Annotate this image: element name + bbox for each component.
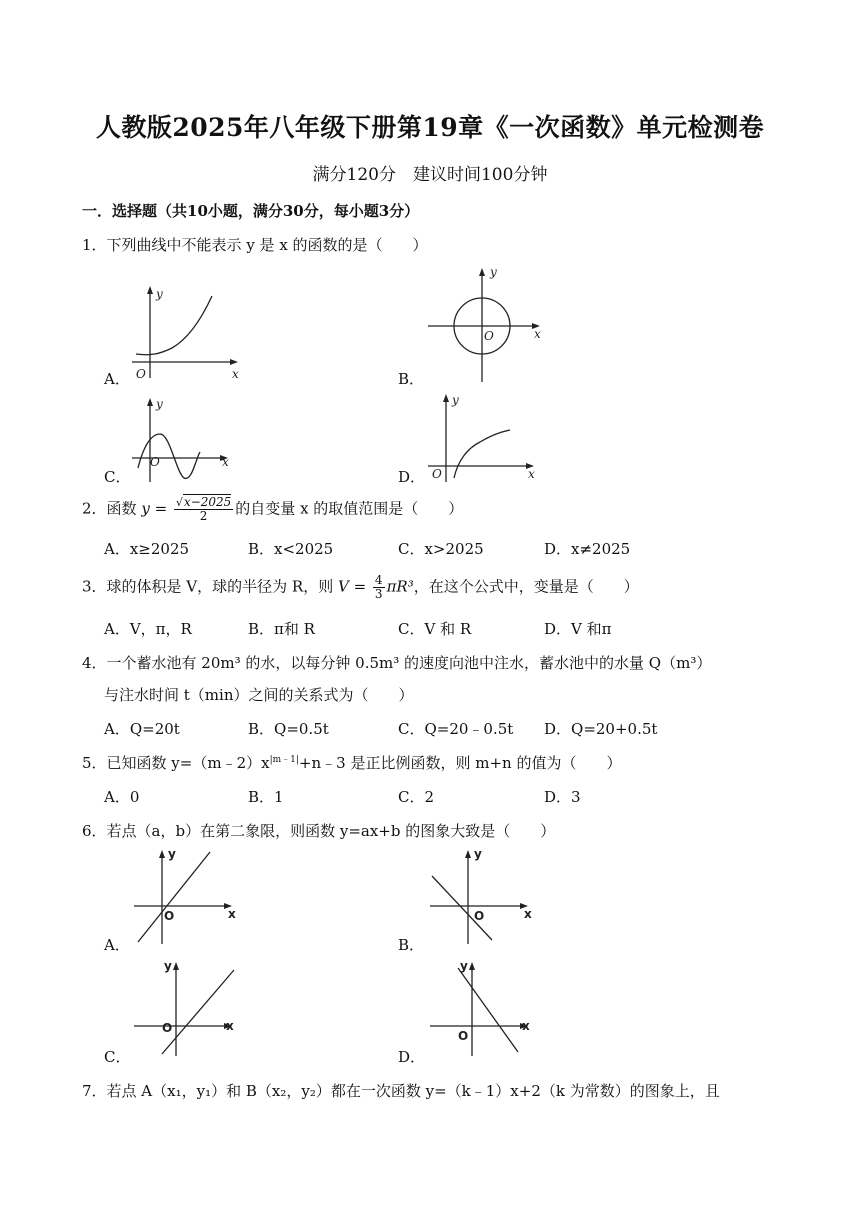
question-7: 7．若点 A（x₁，y₁）和 B（x₂，y₂）都在一次函数 y=（k﹣1）x+2（k 为常数）的图象上，且 — [82, 1082, 720, 1100]
q6-graph-d — [428, 958, 540, 1058]
q6b-origin-label: O — [474, 909, 485, 923]
q2-prefix: 2．函数 — [82, 499, 142, 518]
q5-suffix: +n﹣3 是正比例函数，则 m+n 的值为（ ） — [298, 754, 622, 772]
q1-graph-a — [128, 282, 244, 382]
q3-numerator: 4 — [374, 573, 383, 587]
q5-option-c: C．2 — [398, 788, 435, 806]
q6a-x-label: x — [228, 907, 236, 921]
q1a-origin-label: O — [136, 367, 146, 381]
q1-graph-c — [128, 394, 240, 484]
q1a-x-label: x — [232, 367, 239, 381]
q1-option-b-label: B． — [398, 370, 425, 388]
q2-option-c: C．x>2025 — [398, 540, 484, 558]
q3-formula-left: V = — [337, 577, 371, 596]
q6d-origin-label: O — [458, 1029, 469, 1043]
q2-fraction: $\frac{√x-2025}{2}$ — [175, 495, 232, 523]
q6c-origin-label: O — [162, 1021, 173, 1035]
q1b-origin-label: O — [484, 329, 494, 343]
q6-graph-c — [132, 958, 244, 1058]
q6c-y-label: y — [164, 959, 172, 973]
q2-denominator: 2 — [199, 509, 208, 523]
q1b-y-label: y — [490, 265, 497, 279]
question-4-line-2: 与注水时间 t（min）之间的关系式为（ ） — [104, 686, 414, 704]
question-2 — [82, 496, 463, 523]
q5-exponent: |m﹣1| — [269, 755, 299, 765]
q3-option-d: D．V 和π — [544, 620, 612, 638]
q4-option-b: B．Q=0.5t — [248, 720, 329, 738]
q4-option-c: C．Q=20﹣0.5t — [398, 720, 514, 738]
q6-option-c-label: C． — [104, 1048, 131, 1066]
q1-option-a-label: A． — [104, 370, 130, 388]
q1-graph-d — [424, 390, 540, 484]
q6-option-a-label: A． — [104, 936, 130, 954]
q2-option-b: B．x<2025 — [248, 540, 334, 558]
q6-graph-b — [428, 846, 540, 946]
q2-option-d: D．x≠2025 — [544, 540, 631, 558]
q5-option-b: B．1 — [248, 788, 284, 806]
q6-option-b-label: B． — [398, 936, 425, 954]
question-3 — [82, 574, 639, 601]
q2-suffix: 的自变量 x 的取值范围是（ ） — [235, 499, 464, 518]
page-subtitle: 满分120分 建议时间100分钟 — [312, 165, 548, 185]
q1a-y-label: y — [156, 287, 163, 301]
q6d-x-label: x — [522, 1019, 530, 1033]
q1c-y-label: y — [156, 397, 163, 411]
q6a-origin-label: O — [164, 909, 175, 923]
q3-option-b: B．π和 R — [248, 620, 315, 638]
q2-option-a: A．x≥2025 — [104, 540, 190, 558]
q6-option-d-label: D． — [398, 1048, 426, 1066]
q1-option-d-label: D． — [398, 468, 426, 486]
q1b-x-label: x — [534, 327, 541, 341]
q1d-origin-label: O — [432, 467, 442, 481]
question-4-line-1: 4．一个蓄水池有 20m³ 的水，以每分钟 0.5m³ 的速度向池中注水，蓄水池中的水量 Q（m³） — [82, 654, 712, 672]
q4-option-a: A．Q=20t — [104, 720, 180, 738]
q6c-x-label: x — [226, 1019, 234, 1033]
section-heading: 一．选择题（共10小题，满分30分，每小题3分） — [82, 202, 420, 220]
q3-fraction — [373, 574, 385, 601]
q3-option-c: C．V 和 R — [398, 620, 472, 638]
q4-option-d: D．Q=20+0.5t — [544, 720, 658, 738]
q3-prefix: 3．球的体积是 V，球的半径为 R，则 — [82, 577, 338, 596]
question-5 — [82, 752, 621, 773]
q6d-y-label: y — [460, 959, 468, 973]
q6a-y-label: y — [168, 847, 176, 861]
q3-denominator: 3 — [374, 587, 383, 601]
q3-suffix: ，在这个公式中，变量是（ ） — [413, 577, 639, 596]
q5-option-a: A．0 — [104, 788, 140, 806]
page-title: 人教版2025年八年级下册第19章《一次函数》单元检测卷 — [95, 113, 765, 142]
q1c-origin-label: O — [150, 455, 160, 469]
q6-graph-a — [132, 846, 244, 946]
q1c-x-label: x — [222, 455, 229, 469]
q5-prefix: 5．已知函数 y=（m﹣2）x — [82, 754, 270, 772]
q5-option-d: D．3 — [544, 788, 581, 806]
q6b-x-label: x — [524, 907, 532, 921]
q2-y: y — [141, 499, 150, 518]
question-1: 1．下列曲线中不能表示 y 是 x 的函数的是（ ） — [82, 236, 428, 254]
question-6: 6．若点（a，b）在第二象限，则函数 y=ax+b 的图象大致是（ ） — [82, 822, 556, 840]
q1-graph-b — [424, 262, 548, 384]
q1-option-c-label: C． — [104, 468, 131, 486]
q1d-x-label: x — [528, 467, 535, 481]
q3-option-a: A．V，π，R — [104, 620, 192, 638]
q1d-y-label: y — [452, 393, 459, 407]
q2-numerator: x−2025 — [183, 495, 232, 509]
q6b-y-label: y — [474, 847, 482, 861]
q2-eq: = — [149, 499, 172, 518]
q3-formula-right: πR³ — [386, 577, 414, 596]
